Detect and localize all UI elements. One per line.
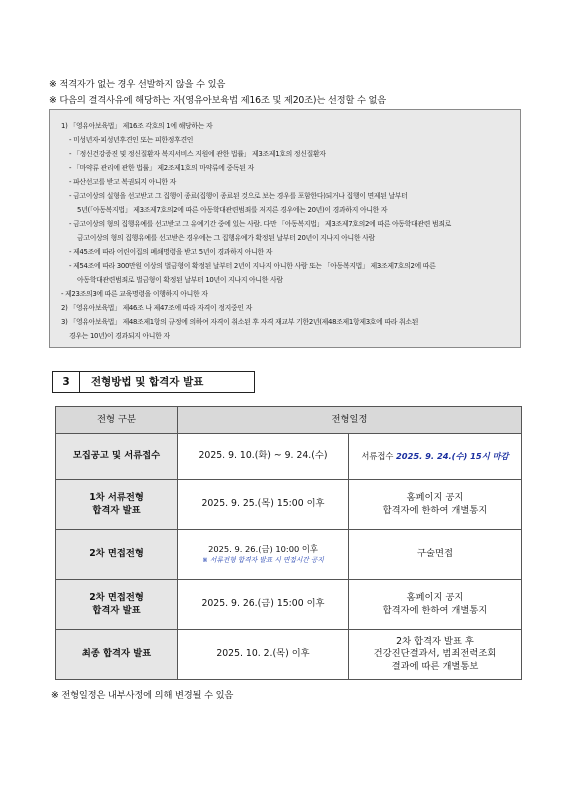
detail-line: 건강진단결과서, 범죄전력조회: [373, 648, 497, 660]
disq-line: - 금고이상의 형의 집행유예를 선고받고 그 유예기간 중에 있는 사람. 다만 「아동복지법」 제3조제7호의2에 따른 아동학대관련 범죄로: [69, 220, 452, 228]
date-cell: 2025. 10. 2.(목) 이후: [178, 630, 349, 680]
stage-cell: [56, 480, 178, 530]
date-cell: 2025. 9. 10.(화) ~ 9. 24.(수): [178, 434, 349, 480]
detail-line: 홈페이지 공지: [406, 592, 464, 604]
disq-line: - 「정신건강증진 및 정신질환자 복지서비스 지원에 관한 법률」 제3조제1호의 정신질환자: [69, 150, 326, 158]
table-row: [56, 630, 522, 680]
detail-line: 합격자에 한하여 개별통지: [382, 604, 488, 616]
date-cell: [178, 530, 349, 580]
date-cell: 2025. 9. 25.(목) 15:00 이후: [178, 480, 349, 530]
disq-line: 아동학대관련범죄로 벌금형이 확정된 날부터 10년이 지나지 아니한 사람: [77, 276, 283, 284]
detail-cell: [349, 580, 522, 630]
stage-cell: 2차 면접전형: [56, 530, 178, 580]
stage-cell: 모집공고 및 서류접수: [56, 434, 178, 480]
deadline-highlight: 2025. 9. 24.(수) 15시 마감: [396, 451, 509, 462]
stage-line: 합격자 발표: [92, 504, 141, 516]
section-number: 3: [52, 371, 80, 393]
detail-cell: 구술면접: [349, 530, 522, 580]
detail-cell: [349, 434, 522, 480]
disq-line: - 금고이상의 실형을 선고받고 그 집행이 종료(집행이 종료된 것으로 보는 경우를 포함한다)되거나 집행이 면제된 날부터: [69, 192, 408, 200]
stage-line: 2차 면접전형: [89, 592, 144, 604]
disq-line: - 파산선고를 받고 복권되지 아니한 자: [69, 178, 176, 186]
disq-line: - 미성년자·피성년후견인 또는 피한정후견인: [69, 136, 194, 144]
section-title: 전형방법 및 합격자 발표: [80, 371, 255, 393]
detail-prefix: 서류접수: [361, 451, 397, 462]
detail-line: 합격자에 한하여 개별통지: [382, 504, 488, 516]
disq-line: - 제45조에 따라 어린이집의 폐쇄명령을 받고 5년이 경과하지 아니한 자: [69, 248, 273, 256]
table-row: [56, 580, 522, 630]
date-note: ※ 서류전형 합격자 발표 시 면접시간 공지: [202, 556, 324, 565]
disq-line: - 「마약류 관리에 관한 법률」 제2조제1호의 마약류에 중독된 자: [69, 164, 254, 172]
detail-cell: [349, 480, 522, 530]
header-schedule: 전형일정: [178, 407, 522, 434]
note-disqualification: ※ 다음의 결격사유에 해당하는 자(영유아보육법 제16조 및 제20조)는 선정할 수 없음: [49, 95, 387, 106]
date-line: 2025. 9. 26.(금) 10:00 이후: [208, 544, 318, 555]
stage-cell: 최종 합격자 발표: [56, 630, 178, 680]
disq-line: 1) 「영유아보육법」 제16조 각호의 1에 해당하는 자: [61, 122, 213, 130]
note-no-qualified: ※ 적격자가 없는 경우 선발하지 않을 수 있음: [49, 79, 226, 90]
stage-line: 1차 서류전형: [89, 492, 144, 504]
stage-cell: [56, 580, 178, 630]
disqualification-box: [49, 109, 521, 348]
detail-line: 결과에 따른 개별통보: [391, 660, 479, 672]
note-schedule-change: ※ 전형일정은 내부사정에 의해 변경될 수 있음: [51, 690, 234, 701]
table-row: [56, 434, 522, 480]
table-row: [56, 530, 522, 580]
table-row: [56, 480, 522, 530]
table-header-row: [56, 407, 522, 434]
disq-line: 5년(「아동복지법」 제3조제7호의2에 따른 아동학대관련범죄를 저지른 경우에는 20년)이 경과하지 아니한 자: [77, 206, 388, 214]
date-cell: 2025. 9. 26.(금) 15:00 이후: [178, 580, 349, 630]
detail-cell: [349, 630, 522, 680]
disq-line: 3) 「영유아보육법」 제48조제1항의 규정에 의하여 자격이 취소된 후 자격 재교부 기한2년(제48조제1항제3호에 따라 취소된: [61, 318, 419, 326]
header-stage: 전형 구분: [56, 407, 178, 434]
detail-line: 홈페이지 공지: [406, 492, 464, 504]
schedule-table: [55, 406, 522, 680]
stage-line: 합격자 발표: [92, 604, 141, 616]
detail-line: 2차 합격자 발표 후: [396, 636, 474, 648]
disq-line: 금고이상의 형의 집행유예를 선고받은 경우에는 그 집행유예가 확정된 날부터 20년이 지나지 아니한 사람: [77, 234, 375, 242]
disq-line: 경우는 10년)이 경과되지 아니한 자: [69, 332, 170, 340]
disq-line: 2) 「영유아보육법」 제46조 나 제47조에 따라 자격이 정지중인 자: [61, 304, 252, 312]
disq-line: - 제54조에 따라 300만원 이상의 벌금형이 확정된 날부터 2년이 지나지 아니한 사람 또는 「아동복지법」 제3조제7호의2에 따른: [69, 262, 436, 270]
disq-line: - 제23조의3에 따른 교육명령을 이행하지 아니한 자: [61, 290, 208, 298]
